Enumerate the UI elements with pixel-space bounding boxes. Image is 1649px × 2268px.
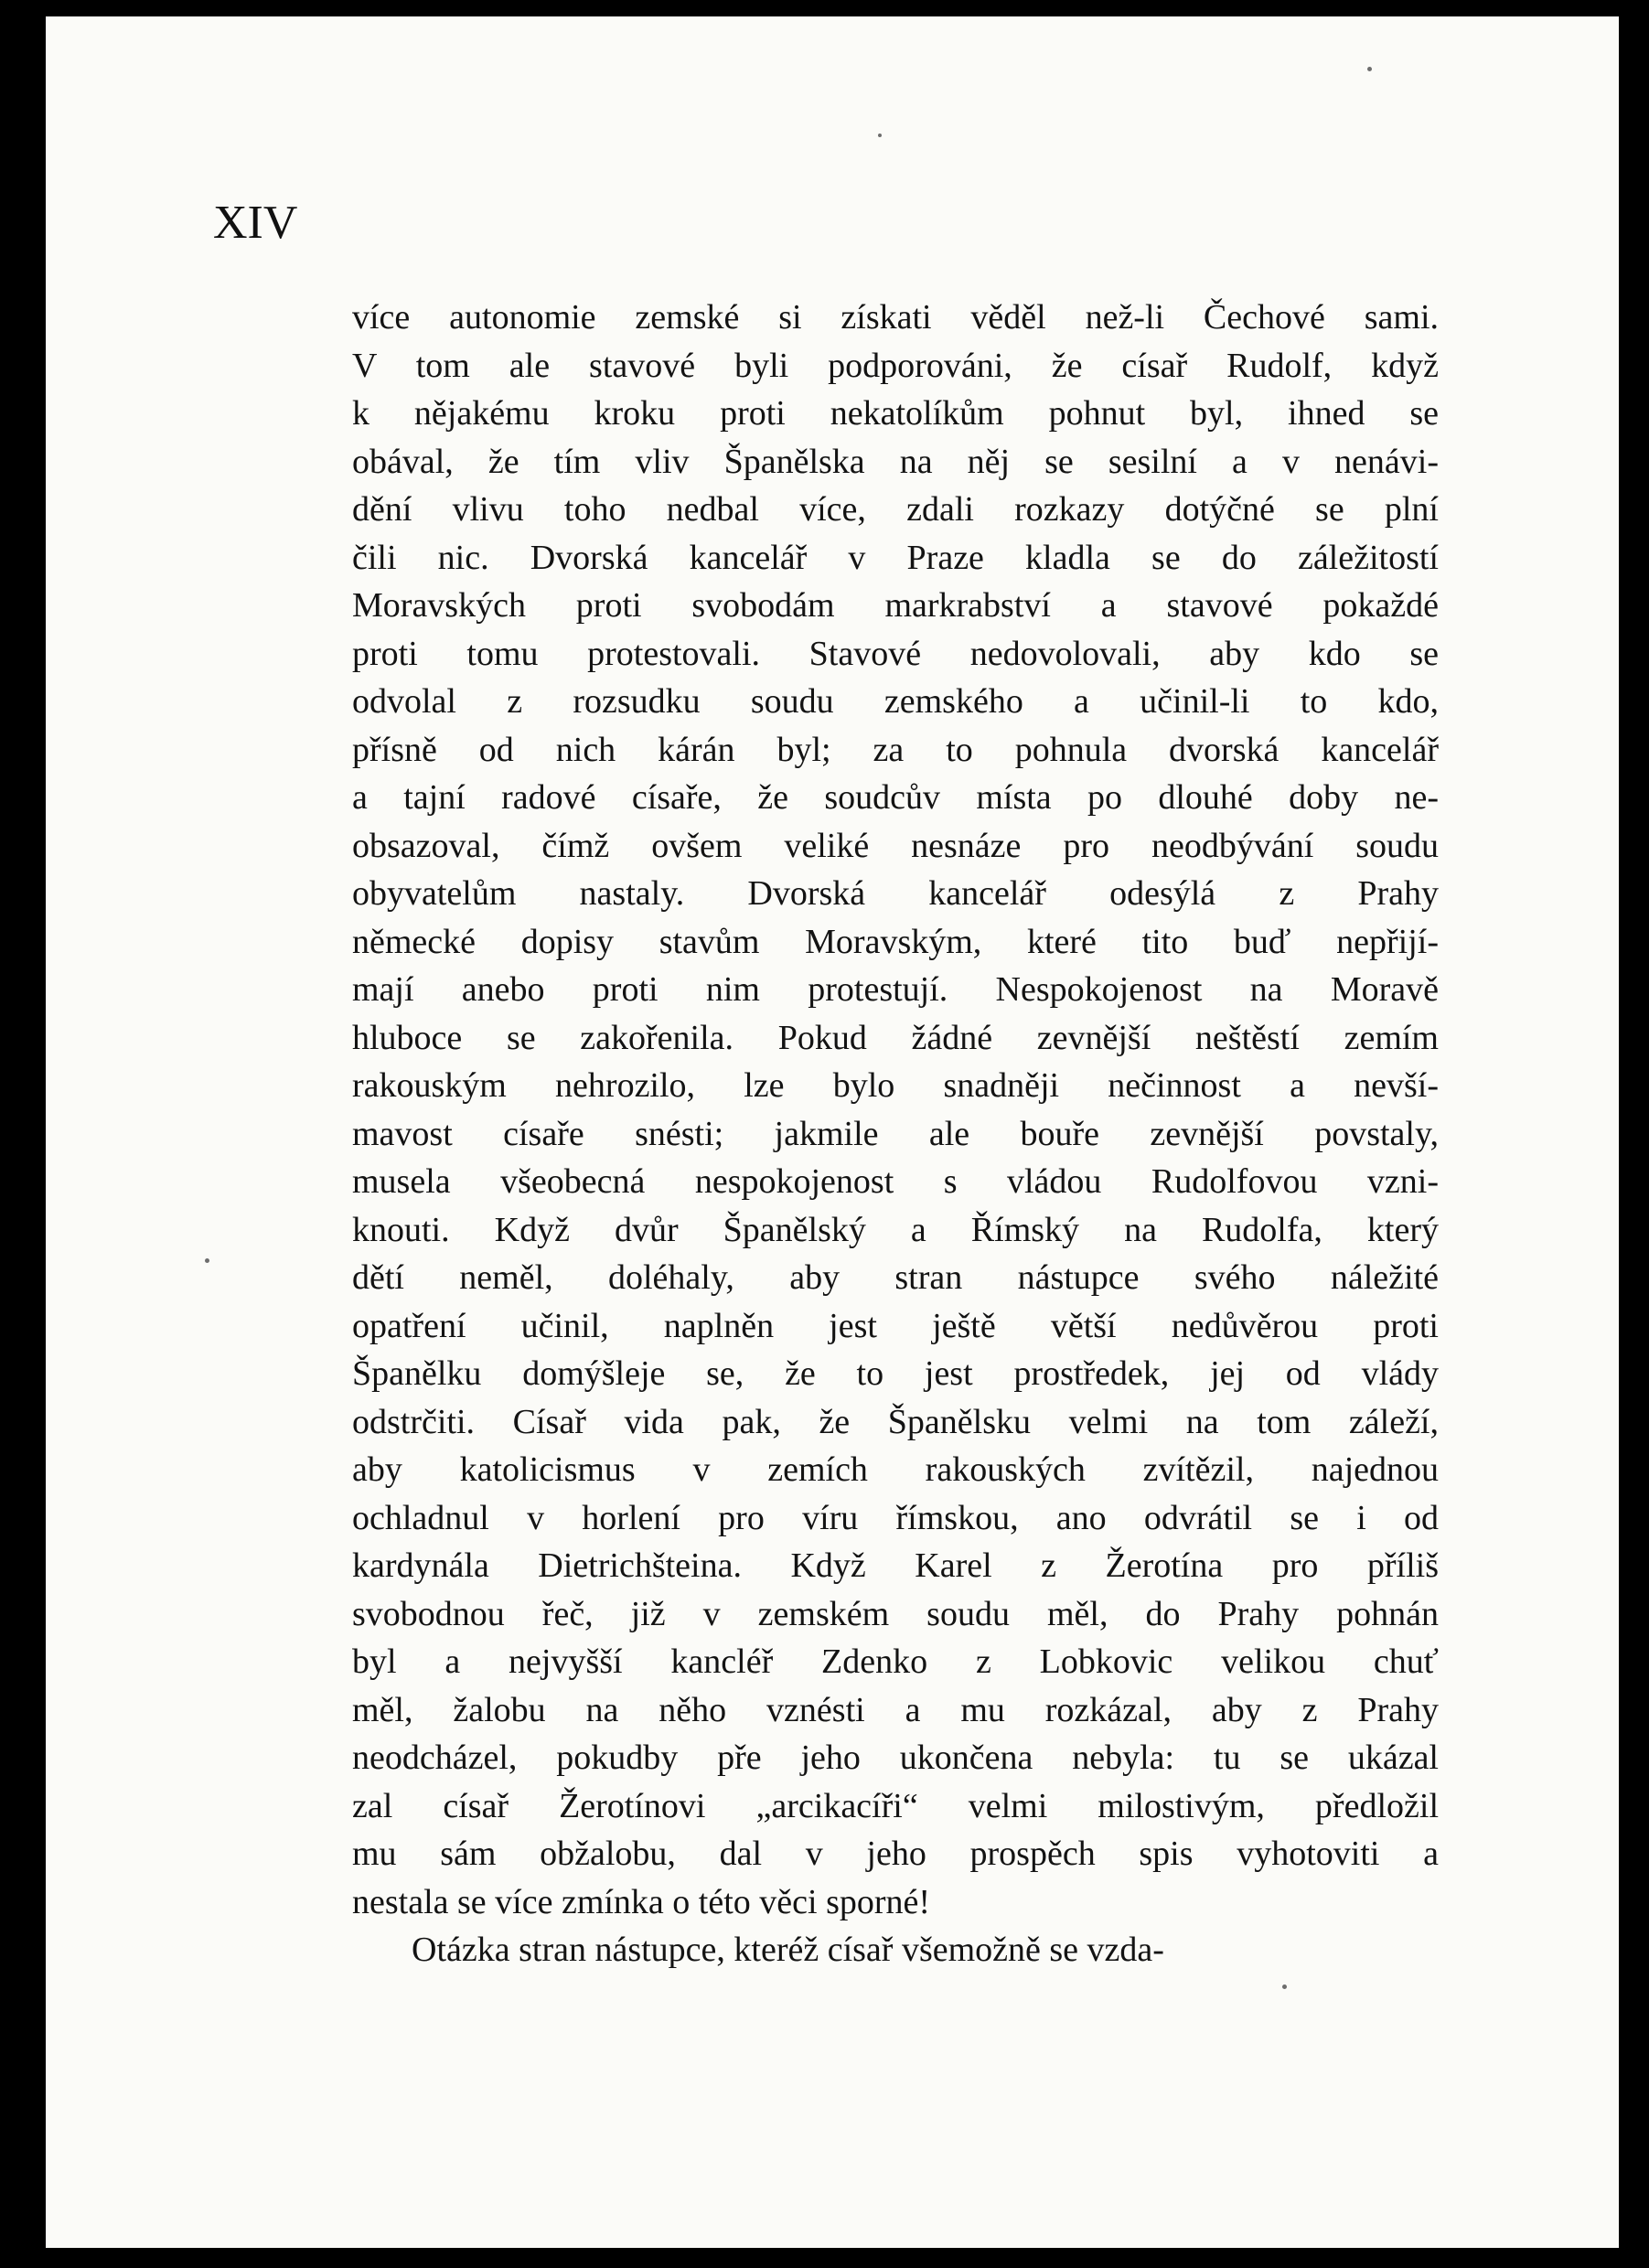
text-line: musela všeobecná nespokojenost s vládou Rudolfovou vzni- xyxy=(352,1162,1439,1201)
text-line: více autonomie zemské si získati věděl než-li Čechové sami. xyxy=(352,298,1439,337)
text-line: Moravských proti svobodám markrabství a stavové pokaždé xyxy=(352,586,1439,625)
text-line: dění vlivu toho nedbal více, zdali rozkazy dotýčné se plní xyxy=(352,490,1439,529)
text-line: čili nic. Dvorská kancelář v Praze kladla se do záležitostí xyxy=(352,538,1439,577)
text-line: obsazoval, čímž ovšem veliké nesnáze pro neodbývání soudu xyxy=(352,826,1439,865)
text-line: kardynála Dietrichšteina. Když Karel z Žerotína pro příliš xyxy=(352,1546,1439,1585)
text-line: německé dopisy stavům Moravským, které tito buď nepřijí- xyxy=(352,922,1439,961)
text-line: mají anebo proti nim protestují. Nespokojenost na Moravě xyxy=(352,970,1439,1009)
text-line: k nějakému kroku proti nekatolíkům pohnut byl, ihned se xyxy=(352,394,1439,433)
scanned-page xyxy=(46,16,1619,2248)
text-line: odstrčiti. Císař vida pak, že Španělsku velmi na tom záleží, xyxy=(352,1402,1439,1441)
text-line: odvolal z rozsudku soudu zemského a učinil-li to kdo, xyxy=(352,682,1439,721)
text-line: zal císař Žerotínovi „arcikacíři“ velmi milostivým, předložil xyxy=(352,1786,1439,1825)
text-line: rakouským nehrozilo, lze bylo snadněji nečinnost a nevší- xyxy=(352,1066,1439,1105)
text-line: byl a nejvyšší kancléř Zdenko z Lobkovic velikou chuť xyxy=(352,1642,1439,1681)
dust-speck xyxy=(205,1258,209,1263)
text-line: svobodnou řeč, již v zemském soudu měl, do Prahy pohnán xyxy=(352,1594,1439,1633)
text-line: a tajní radové císaře, že soudcův místa po dlouhé doby ne- xyxy=(352,778,1439,817)
text-line: proti tomu protestovali. Stavové nedovolovali, aby kdo se xyxy=(352,634,1439,673)
text-line: měl, žalobu na něho vznésti a mu rozkázal, aby z Prahy xyxy=(352,1690,1439,1729)
text-line: knouti. Když dvůr Španělský a Římský na Rudolfa, který xyxy=(352,1210,1439,1249)
dust-speck xyxy=(1367,67,1372,71)
text-line: ochladnul v horlení pro víru římskou, ano odvrátil se i od xyxy=(352,1498,1439,1537)
text-line: dětí neměl, doléhaly, aby stran nástupce svého náležité xyxy=(352,1258,1439,1297)
text-line: Španělku domýšleje se, že to jest prostředek, jej od vlády xyxy=(352,1354,1439,1393)
text-line: mu sám obžalobu, dal v jeho prospěch spis vyhotoviti a xyxy=(352,1835,1439,1873)
text-line: nestala se více zmínka o této věci sporné! xyxy=(352,1882,931,1921)
text-line: obával, že tím vliv Španělska na něj se sesilní a v nenávi- xyxy=(352,442,1439,481)
page-number: XIV xyxy=(213,197,298,249)
text-line: Otázka stran nástupce, kteréž císař všemožně se vzda- xyxy=(412,1931,1164,1969)
text-line: přísně od nich kárán byl; za to pohnula dvorská kancelář xyxy=(352,730,1439,769)
body-text xyxy=(352,294,1439,1974)
text-line: aby katolicismus v zemích rakouských zvítězil, najednou xyxy=(352,1450,1439,1489)
text-line: V tom ale stavové byli podporováni, že císař Rudolf, když xyxy=(352,346,1439,385)
text-line: opatření učinil, naplněn jest ještě větší nedůvěrou proti xyxy=(352,1306,1439,1345)
text-line: obyvatelům nastaly. Dvorská kancelář odesýlá z Prahy xyxy=(352,874,1439,913)
text-line: hluboce se zakořenila. Pokud žádné zevnější neštěstí zemím xyxy=(352,1018,1439,1057)
dust-speck xyxy=(878,134,882,137)
text-line: mavost císaře snésti; jakmile ale bouře zevnější povstaly, xyxy=(352,1114,1439,1153)
dust-speck xyxy=(1282,1984,1287,1989)
text-line: neodcházel, pokudby pře jeho ukončena nebyla: tu se ukázal xyxy=(352,1738,1439,1777)
